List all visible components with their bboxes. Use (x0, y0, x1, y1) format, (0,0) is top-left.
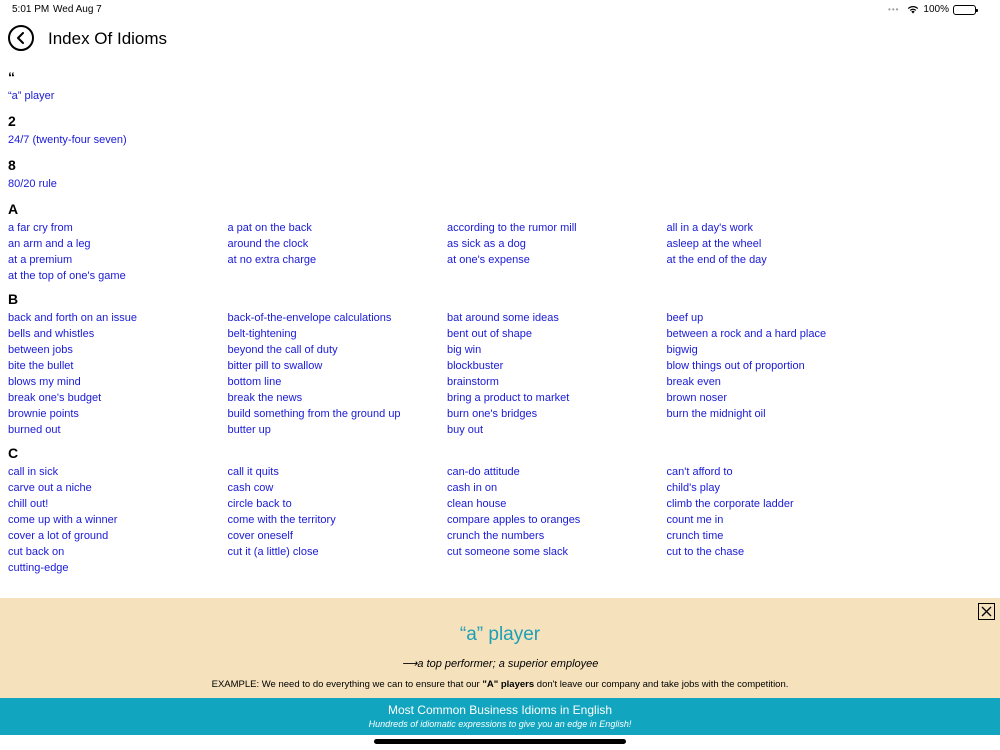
idiom-link[interactable]: bring a product to market (447, 392, 570, 404)
idiom-link[interactable]: an arm and a leg (8, 238, 91, 250)
idiom-link[interactable]: all in a day's work (666, 222, 753, 234)
idiom-link[interactable]: beef up (666, 312, 704, 324)
idiom-link[interactable]: cutting-edge (8, 562, 69, 574)
example-text-suffix: don't leave our company and take jobs with the competition. (534, 679, 789, 690)
app-banner[interactable] (0, 698, 1000, 735)
idiom-link[interactable]: bite the bullet (8, 360, 74, 372)
idiom-link[interactable]: big win (447, 344, 482, 356)
idiom-link[interactable]: carve out a niche (8, 482, 92, 494)
idiom-link[interactable]: asleep at the wheel (666, 238, 762, 250)
status-indicators (888, 4, 976, 15)
section-heading-quote: “ (8, 69, 15, 85)
idiom-link[interactable]: cover a lot of ground (8, 530, 109, 542)
idiom-link[interactable]: chill out! (8, 498, 49, 510)
idiom-link[interactable]: come with the territory (227, 514, 336, 526)
idiom-link[interactable]: climb the corporate ladder (666, 498, 794, 510)
idiom-detail-panel (0, 598, 1000, 698)
idiom-link[interactable]: crunch time (666, 530, 724, 542)
section-list-quote (8, 88, 992, 104)
idiom-link[interactable]: 80/20 rule (8, 178, 57, 190)
idiom-link[interactable]: between a rock and a hard place (666, 328, 827, 340)
example-text-bold: "A" players (482, 679, 535, 690)
idiom-link[interactable]: at one's expense (447, 254, 530, 266)
idiom-link[interactable]: as sick as a dog (447, 238, 526, 250)
idiom-link[interactable]: can-do attitude (447, 466, 520, 478)
idiom-link[interactable]: circle back to (227, 498, 292, 510)
idiom-link[interactable]: a far cry from (8, 222, 73, 234)
detail-idiom-title: “a” player (459, 624, 541, 645)
idiom-link[interactable]: break even (666, 376, 721, 388)
close-button[interactable] (978, 603, 995, 620)
section-heading-a: A (8, 201, 19, 217)
idiom-link[interactable]: belt-tightening (227, 328, 297, 340)
idiom-link[interactable]: bent out of shape (447, 328, 533, 340)
idiom-link[interactable]: at the end of the day (666, 254, 767, 266)
section-heading-b: B (8, 291, 19, 307)
section-heading-8: 8 (8, 157, 16, 173)
section-list-c (8, 464, 992, 576)
section-heading-c: C (8, 445, 19, 461)
idiom-link[interactable]: child's play (666, 482, 720, 494)
idiom-link[interactable]: back and forth on an issue (8, 312, 138, 324)
idiom-link[interactable]: according to the rumor mill (447, 222, 577, 234)
arrow-icon: ⟶ (401, 658, 418, 670)
idiom-link[interactable]: bat around some ideas (447, 312, 559, 324)
idiom-link[interactable]: at the top of one's game (8, 270, 126, 282)
idiom-link[interactable]: cut to the chase (666, 546, 745, 558)
banner-title: Most Common Business Idioms in English (387, 703, 613, 717)
page-title: Index Of Idioms (48, 29, 168, 48)
status-time: 5:01 PM (12, 4, 50, 15)
status-date: Wed Aug 7 (53, 4, 102, 15)
battery-icon (953, 5, 976, 15)
idiom-link[interactable]: brownie points (8, 408, 79, 420)
idiom-link[interactable]: break the news (227, 392, 303, 404)
idiom-link[interactable]: bells and whistles (8, 328, 95, 340)
idiom-link[interactable]: come up with a winner (8, 514, 118, 526)
idiom-link[interactable]: break one's budget (8, 392, 102, 404)
idiom-link[interactable]: bitter pill to swallow (227, 360, 323, 372)
idiom-link[interactable]: 24/7 (twenty-four seven) (8, 134, 127, 146)
idiom-link[interactable]: burned out (8, 424, 61, 436)
battery-percent: 100% (923, 4, 949, 15)
idiom-link[interactable]: clean house (447, 498, 507, 510)
idiom-link[interactable]: call it quits (227, 466, 279, 478)
idiom-link[interactable]: buy out (447, 424, 484, 436)
idiom-link[interactable]: cut it (a little) close (227, 546, 319, 558)
section-list-8 (8, 176, 992, 192)
idiom-link[interactable]: cover oneself (227, 530, 293, 542)
section-list-a (8, 220, 992, 284)
idiom-link[interactable]: brainstorm (447, 376, 499, 388)
idiom-link[interactable]: “a” player (8, 90, 55, 102)
close-icon (981, 606, 992, 617)
idiom-link[interactable]: burn the midnight oil (666, 408, 766, 420)
idiom-link[interactable]: at a premium (8, 254, 73, 266)
idiom-link[interactable]: crunch the numbers (447, 530, 545, 542)
idiom-link[interactable]: compare apples to oranges (447, 514, 581, 526)
home-indicator[interactable] (374, 739, 626, 744)
idiom-link[interactable]: a pat on the back (227, 222, 312, 234)
banner-subtitle: Hundreds of idiomatic expressions to give you an edge in English! (368, 719, 632, 729)
idiom-link[interactable]: between jobs (8, 344, 73, 356)
idiom-link[interactable]: cash in on (447, 482, 498, 494)
detail-definition (0, 657, 1000, 670)
multitasking-dots: ••• (888, 5, 900, 14)
idiom-link[interactable]: brown noser (666, 392, 728, 404)
section-heading-2: 2 (8, 113, 16, 129)
example-text-prefix: EXAMPLE: We need to do everything we can to ensure that our (211, 679, 483, 690)
idiom-link[interactable]: blow things out of proportion (666, 360, 805, 372)
idiom-link[interactable]: bottom line (227, 376, 282, 388)
idiom-link[interactable]: butter up (227, 424, 271, 436)
idiom-link[interactable]: cut someone some slack (447, 546, 569, 558)
idiom-link[interactable]: cut back on (8, 546, 65, 558)
idiom-link[interactable]: can't afford to (666, 466, 733, 478)
idiom-link[interactable]: call in sick (8, 466, 59, 478)
idiom-link[interactable]: count me in (666, 514, 724, 526)
chevron-left-icon (15, 32, 27, 44)
idiom-link[interactable]: cash cow (227, 482, 274, 494)
idiom-link[interactable]: burn one's bridges (447, 408, 538, 420)
idiom-link[interactable]: blows my mind (8, 376, 81, 388)
wifi-icon (907, 5, 919, 14)
back-button[interactable] (8, 25, 34, 51)
idiom-link[interactable]: blockbuster (447, 360, 504, 372)
idiom-link[interactable]: at no extra charge (227, 254, 317, 266)
section-list-b (8, 310, 992, 438)
idiom-index (8, 66, 992, 580)
detail-example (0, 679, 1000, 690)
navigation-bar (0, 24, 1000, 54)
idiom-link[interactable]: bigwig (666, 344, 698, 356)
section-list-2 (8, 132, 992, 148)
idiom-link[interactable]: beyond the call of duty (227, 344, 338, 356)
idiom-link[interactable]: around the clock (227, 238, 309, 250)
idiom-link[interactable]: back-of-the-envelope calculations (227, 312, 392, 324)
idiom-link[interactable]: build something from the ground up (227, 408, 401, 420)
definition-text: a top performer; a superior employee (417, 658, 599, 670)
status-bar (0, 0, 1000, 18)
